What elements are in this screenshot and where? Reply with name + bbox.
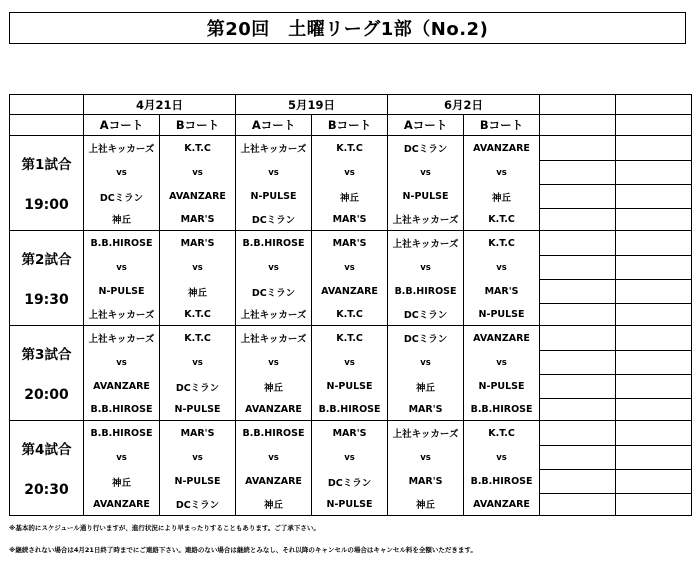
referee-cell: 上社キッカーズ [84,304,160,326]
empty-cell [540,399,616,421]
team-cell: N-PULSE [312,375,388,399]
referee-cell: 神丘 [84,209,160,231]
empty-cell [540,95,616,115]
match-row [10,326,692,351]
team-cell: K.T.C [160,136,236,161]
empty-cell [540,304,616,326]
referee-cell: N-PULSE [160,399,236,421]
match-row [10,136,692,161]
team-cell: MAR'S [160,231,236,256]
match-row [10,421,692,446]
page-title: 第20回 土曜リーグ1部（No.2) [9,12,686,44]
team-cell: K.T.C [160,326,236,351]
team-cell: 神丘 [464,185,540,209]
game-time: 20:00 [24,387,69,403]
empty-cell [540,280,616,304]
team-cell: N-PULSE [464,375,540,399]
team-cell: 上社キッカーズ [84,136,160,161]
date-header: 5月19日 [236,95,388,115]
vs-cell: vs [312,256,388,280]
corner-cell [10,95,84,115]
game-label: 第2試合 [21,252,72,268]
match-row [10,375,692,399]
empty-cell [540,115,616,136]
vs-cell: vs [236,351,312,375]
court-header: Aコート [236,115,312,136]
referee-cell: K.T.C [160,304,236,326]
referee-cell: K.T.C [312,304,388,326]
game-cell [10,231,84,326]
empty-cell [616,161,692,185]
team-cell: K.T.C [312,326,388,351]
vs-cell: vs [388,161,464,185]
game-label: 第3試合 [21,347,72,363]
vs-cell: vs [388,351,464,375]
team-cell: 上社キッカーズ [236,326,312,351]
referee-cell: B.B.HIROSE [464,399,540,421]
empty-cell [616,115,692,136]
referee-cell: AVANZARE [464,494,540,516]
match-row [10,209,692,231]
match-row [10,351,692,375]
empty-cell [616,304,692,326]
game-label: 第4試合 [21,442,72,458]
empty-cell [540,209,616,231]
empty-cell [616,280,692,304]
empty-cell [540,136,616,161]
team-cell: 神丘 [84,470,160,494]
match-row [10,494,692,516]
team-cell: K.T.C [464,421,540,446]
team-cell: 上社キッカーズ [388,231,464,256]
game-cell [10,136,84,231]
empty-cell [616,351,692,375]
team-cell: B.B.HIROSE [236,421,312,446]
team-cell: AVANZARE [312,280,388,304]
team-cell: B.B.HIROSE [464,470,540,494]
team-cell: B.B.HIROSE [84,421,160,446]
team-cell: B.B.HIROSE [388,280,464,304]
referee-cell: 神丘 [388,494,464,516]
team-cell: MAR'S [312,231,388,256]
date-header-row [10,95,692,115]
court-header: Bコート [160,115,236,136]
court-header: Bコート [464,115,540,136]
match-row [10,185,692,209]
referee-cell: DCミラン [388,304,464,326]
empty-cell [616,136,692,161]
team-cell: N-PULSE [388,185,464,209]
vs-cell: vs [388,256,464,280]
game-cell [10,421,84,516]
team-cell: MAR'S [464,280,540,304]
vs-cell: vs [388,446,464,470]
referee-cell: K.T.C [464,209,540,231]
match-row [10,470,692,494]
game-time: 19:30 [24,292,69,308]
team-cell: K.T.C [464,231,540,256]
team-cell: 上社キッカーズ [388,421,464,446]
team-cell: B.B.HIROSE [84,231,160,256]
team-cell: MAR'S [312,421,388,446]
referee-cell: 神丘 [236,494,312,516]
court-header: Aコート [84,115,160,136]
referee-cell: B.B.HIROSE [312,399,388,421]
team-cell: AVANZARE [464,326,540,351]
vs-cell: vs [236,161,312,185]
referee-cell: AVANZARE [236,399,312,421]
empty-cell [616,209,692,231]
team-cell: AVANZARE [160,185,236,209]
match-row [10,161,692,185]
team-cell: 神丘 [160,280,236,304]
team-cell: B.B.HIROSE [236,231,312,256]
empty-cell [616,375,692,399]
vs-cell: vs [236,446,312,470]
referee-cell: MAR'S [388,399,464,421]
date-header: 6月2日 [388,95,540,115]
team-cell: 神丘 [236,375,312,399]
vs-cell: vs [464,446,540,470]
empty-cell [540,375,616,399]
note: ※継続されない場合は4月21日終了時までにご連絡下さい。連絡のない場合は継続とみなし、それ以降のキャンセルの場合はキャンセル料を全額いただきます。 [9,546,477,554]
team-cell: MAR'S [388,470,464,494]
empty-cell [540,351,616,375]
corner-cell [10,115,84,136]
team-cell: DCミラン [236,280,312,304]
referee-cell: AVANZARE [84,494,160,516]
referee-cell: N-PULSE [312,494,388,516]
empty-cell [616,421,692,446]
referee-cell: 上社キッカーズ [388,209,464,231]
vs-cell: vs [160,351,236,375]
team-cell: N-PULSE [84,280,160,304]
match-row [10,280,692,304]
team-cell: DCミラン [388,136,464,161]
schedule-table [9,94,692,516]
empty-cell [616,95,692,115]
team-cell: N-PULSE [236,185,312,209]
team-cell: AVANZARE [236,470,312,494]
team-cell: AVANZARE [464,136,540,161]
court-header: Bコート [312,115,388,136]
vs-cell: vs [160,161,236,185]
empty-cell [540,326,616,351]
vs-cell: vs [464,161,540,185]
vs-cell: vs [84,161,160,185]
empty-cell [540,470,616,494]
empty-cell [540,446,616,470]
referee-cell: 上社キッカーズ [236,304,312,326]
vs-cell: vs [312,446,388,470]
game-cell [10,326,84,421]
team-cell: DCミラン [160,375,236,399]
game-label: 第1試合 [21,157,72,173]
empty-cell [616,326,692,351]
empty-cell [616,399,692,421]
team-cell: DCミラン [388,326,464,351]
match-row [10,399,692,421]
vs-cell: vs [312,351,388,375]
team-cell: N-PULSE [160,470,236,494]
vs-cell: vs [464,351,540,375]
empty-cell [616,446,692,470]
court-header-row [10,115,692,136]
empty-cell [540,256,616,280]
referee-cell: MAR'S [312,209,388,231]
empty-cell [616,494,692,516]
referee-cell: N-PULSE [464,304,540,326]
empty-cell [616,470,692,494]
note: ※基本的にスケジュール通り行いますが、進行状況により早まったりすることもあります。ご了承下さい。 [9,524,320,532]
empty-cell [540,231,616,256]
team-cell: 上社キッカーズ [236,136,312,161]
empty-cell [540,421,616,446]
vs-cell: vs [236,256,312,280]
empty-cell [540,185,616,209]
empty-cell [616,256,692,280]
team-cell: 神丘 [312,185,388,209]
referee-cell: MAR'S [160,209,236,231]
referee-cell: DCミラン [160,494,236,516]
team-cell: 神丘 [388,375,464,399]
referee-cell: B.B.HIROSE [84,399,160,421]
empty-cell [616,231,692,256]
empty-cell [540,494,616,516]
vs-cell: vs [84,351,160,375]
vs-cell: vs [160,256,236,280]
match-row [10,256,692,280]
team-cell: MAR'S [160,421,236,446]
match-row [10,304,692,326]
team-cell: AVANZARE [84,375,160,399]
vs-cell: vs [84,256,160,280]
vs-cell: vs [464,256,540,280]
empty-cell [540,161,616,185]
vs-cell: vs [312,161,388,185]
team-cell: 上社キッカーズ [84,326,160,351]
match-row [10,446,692,470]
team-cell: K.T.C [312,136,388,161]
referee-cell: DCミラン [236,209,312,231]
match-row [10,231,692,256]
team-cell: DCミラン [312,470,388,494]
court-header: Aコート [388,115,464,136]
team-cell: DCミラン [84,185,160,209]
vs-cell: vs [84,446,160,470]
game-time: 19:00 [24,197,69,213]
date-header: 4月21日 [84,95,236,115]
game-time: 20:30 [24,482,69,498]
vs-cell: vs [160,446,236,470]
empty-cell [616,185,692,209]
